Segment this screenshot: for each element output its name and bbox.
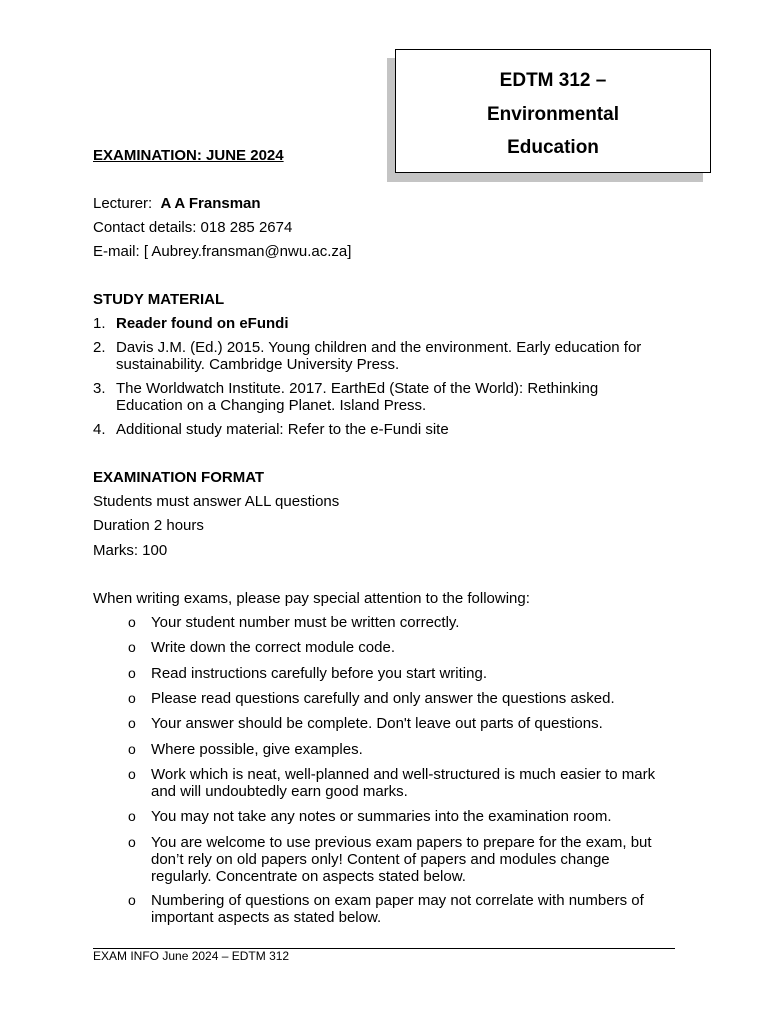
lecturer-name: A A Fransman [160, 195, 261, 212]
course-code: EDTM 312 – [499, 70, 607, 91]
instruction-item-continuation: important aspects as stated below. [151, 909, 382, 926]
instruction-item: Work which is neat, well-planned and well-structured is much easier to mark [151, 766, 656, 783]
instruction-item: Please read questions carefully and only answer the questions asked. [151, 690, 615, 707]
instruction-item-continuation: and will undoubtedly earn good marks. [151, 783, 408, 800]
study-item: Davis J.M. (Ed.) 2015. Young children and the environment. Early education for [116, 339, 642, 356]
bullet-icon: o [128, 614, 136, 630]
instruction-item: Your answer should be complete. Don't leave out parts of questions. [151, 715, 603, 732]
instruction-item: Numbering of questions on exam paper may not correlate with numbers of [151, 892, 644, 909]
exam-format-line: Duration 2 hours [93, 517, 204, 534]
contact-details: Contact details: 018 285 2674 [93, 219, 293, 236]
study-item-number: 1. [93, 315, 106, 332]
bullet-icon: o [128, 665, 136, 681]
instruction-item: You may not take any notes or summaries into the examination room. [151, 808, 612, 825]
study-material-heading: STUDY MATERIAL [93, 291, 225, 308]
course-title-line1: Environmental [487, 104, 619, 125]
exam-heading: EXAMINATION: JUNE 2024 [93, 147, 284, 164]
lecturer-line [93, 195, 261, 212]
study-item-number: 2. [93, 339, 106, 356]
bullet-icon: o [128, 808, 136, 824]
study-item-continuation: Education on a Changing Planet. Island Press. [116, 397, 427, 414]
course-title-line2: Education [507, 137, 599, 158]
instruction-item-continuation: don’t rely on old papers only! Content of papers and modules change [151, 851, 610, 868]
bullet-icon: o [128, 834, 136, 850]
study-item-continuation: sustainability. Cambridge University Press. [116, 356, 400, 373]
bullet-icon: o [128, 690, 136, 706]
instructions-intro: When writing exams, please pay special attention to the following: [93, 590, 530, 607]
study-item: Additional study material: Refer to the e-Fundi site [116, 421, 449, 438]
exam-format-line: Marks: 100 [93, 542, 168, 559]
bullet-icon: o [128, 766, 136, 782]
instruction-item: Read instructions carefully before you start writing. [151, 665, 487, 682]
lecturer-label: Lecturer: [93, 195, 153, 212]
bullet-icon: o [128, 741, 136, 757]
study-item-number: 3. [93, 380, 106, 397]
study-item-number: 4. [93, 421, 106, 438]
instruction-item: Write down the correct module code. [151, 639, 396, 656]
study-item: Reader found on eFundi [116, 315, 289, 332]
instruction-item-continuation: regularly. Concentrate on aspects stated below. [151, 868, 466, 885]
exam-format-heading: EXAMINATION FORMAT [93, 469, 265, 486]
instruction-item: Your student number must be written correctly. [151, 614, 460, 631]
instruction-item: Where possible, give examples. [151, 741, 363, 758]
bullet-icon: o [128, 892, 136, 908]
page-footer: EXAM INFO June 2024 – EDTM 312 [93, 949, 290, 963]
bullet-icon: o [128, 639, 136, 655]
course-title-box [395, 49, 711, 173]
email-line: E-mail: [ Aubrey.fransman@nwu.ac.za] [93, 243, 352, 260]
exam-format-line: Students must answer ALL questions [93, 493, 340, 510]
instruction-item: You are welcome to use previous exam papers to prepare for the exam, but [151, 834, 652, 851]
study-item: The Worldwatch Institute. 2017. EarthEd (State of the World): Rethinking [116, 380, 599, 397]
bullet-icon: o [128, 715, 136, 731]
